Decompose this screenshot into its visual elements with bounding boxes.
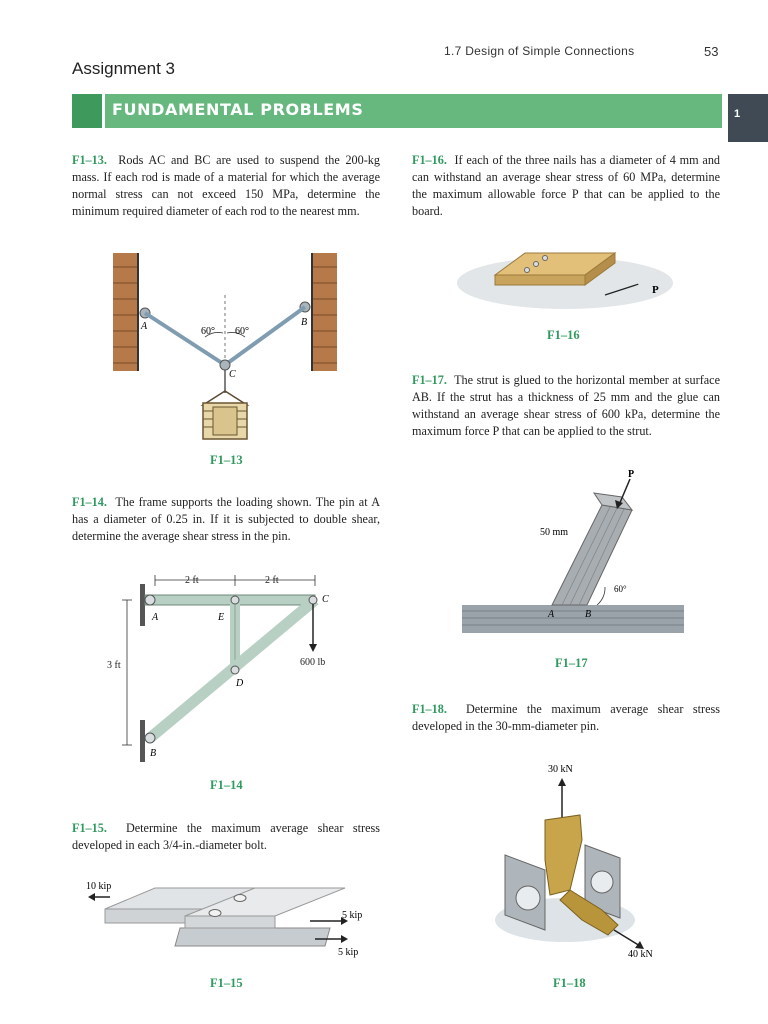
problem-number: F1–14. — [72, 495, 107, 509]
force-arrow — [88, 893, 95, 901]
problem-number: F1–16. — [412, 153, 447, 167]
label-b: B — [585, 609, 592, 620]
label-a: A — [141, 321, 148, 332]
section-banner — [72, 94, 722, 128]
page-number: 53 — [704, 44, 719, 59]
problem-f1-17 — [412, 372, 720, 440]
force-left-label: 10 kip — [86, 881, 112, 892]
figure-f1-15 — [80, 876, 380, 966]
figure-f1-16 — [450, 245, 680, 315]
angle-right: 60° — [235, 326, 249, 337]
chapter-tab — [728, 94, 768, 142]
dimension-height: 3 ft — [107, 660, 121, 671]
force-top-label: 5 kip — [342, 910, 363, 921]
figure-caption-f1-14: F1–14 — [210, 778, 243, 792]
problem-f1-13 — [72, 152, 380, 220]
force-side-label: 40 kN — [628, 949, 653, 960]
right-brick-wall — [312, 253, 337, 371]
board-front — [495, 275, 585, 285]
label-d: D — [236, 678, 244, 689]
label-e: E — [218, 612, 225, 623]
problem-text: Determine the maximum average shear stress developed in each 3/4-in.-diameter bolt. — [72, 821, 380, 852]
support-b — [140, 720, 145, 762]
problem-number: F1–17. — [412, 373, 447, 387]
label-a: A — [152, 612, 159, 623]
nail — [543, 256, 548, 261]
left-brick-wall — [113, 253, 138, 371]
angle-left: 60° — [201, 326, 215, 337]
force-up-label: 30 kN — [548, 764, 573, 775]
force-arrow — [614, 930, 640, 946]
problem-text: The frame supports the loading shown. The pin at A has a diameter of 0.25 in. If it is subjected to double shear, determine the average shear stress in the pin. — [72, 495, 380, 543]
load-label: 600 lb — [300, 657, 326, 668]
banner-square — [72, 94, 102, 128]
problem-text: Rods AC and BC are used to suspend the 200-kg mass. If each rod is made of a material for which the average normal stress can not exceed 150 MPa, determine the minimum required diameter of each rod to the nearest mm. — [72, 153, 380, 218]
figure-f1-13 — [105, 245, 345, 445]
figure-f1-18 — [490, 760, 670, 965]
banner-title: FUNDAMENTAL PROBLEMS — [112, 100, 364, 119]
label-b: B — [150, 748, 157, 759]
bolt-head — [209, 910, 221, 917]
problem-number: F1–13. — [72, 153, 107, 167]
force-label: P — [652, 284, 659, 296]
dimension-right: 2 ft — [265, 575, 279, 586]
horizontal-member — [462, 605, 684, 633]
figure-caption-f1-17: F1–17 — [555, 656, 588, 670]
dimension-left: 2 ft — [185, 575, 199, 586]
figure-caption-f1-13: F1–13 — [210, 453, 243, 467]
problem-f1-18 — [412, 701, 720, 735]
figure-f1-14 — [105, 570, 345, 765]
lug — [545, 815, 582, 895]
figure-f1-17 — [462, 465, 684, 645]
rod-ac — [145, 313, 225, 365]
crate — [203, 391, 247, 439]
nail — [525, 268, 530, 273]
problem-f1-16 — [412, 152, 720, 220]
problem-number: F1–15. — [72, 821, 107, 835]
thickness-label: 50 mm — [540, 527, 569, 538]
problem-text: If each of the three nails has a diameter of 4 mm and can withstand an average shear stress of 60 MPa, determine the maximum allowable force P that can be applied to the board. — [412, 153, 721, 218]
figure-caption-f1-18: F1–18 — [553, 976, 586, 990]
figure-caption-f1-15: F1–15 — [210, 976, 243, 990]
label-a: A — [548, 609, 555, 620]
label-b: B — [301, 317, 308, 328]
bottom-plate — [175, 928, 330, 946]
label-c: C — [322, 594, 329, 605]
force-arrow — [341, 935, 348, 943]
bolt-head — [234, 895, 246, 902]
nail — [534, 262, 539, 267]
force-label: P — [628, 469, 635, 480]
running-head: 1.7 Design of Simple Connections — [444, 44, 635, 58]
problem-f1-14 — [72, 494, 380, 545]
figure-caption-f1-16: F1–16 — [547, 328, 580, 342]
chapter-tab-number: 1 — [734, 108, 741, 120]
support-a — [140, 584, 145, 626]
problem-f1-15 — [72, 820, 380, 854]
force-bottom-label: 5 kip — [338, 947, 359, 958]
problem-text: The strut is glued to the horizontal member at surface AB. If the strut has a thickness of 25 mm and the glue can withstand an average shear stress of 600 kPa, determine the maximum force P that can be applied to the strut. — [412, 373, 720, 438]
problem-text: Determine the maximum average shear stress developed in the 30-mm-diameter pin. — [412, 702, 720, 733]
label-c: C — [229, 369, 236, 380]
assignment-title: Assignment 3 — [72, 59, 175, 78]
angle-label: 60° — [614, 584, 627, 594]
problem-number: F1–18. — [412, 702, 447, 716]
